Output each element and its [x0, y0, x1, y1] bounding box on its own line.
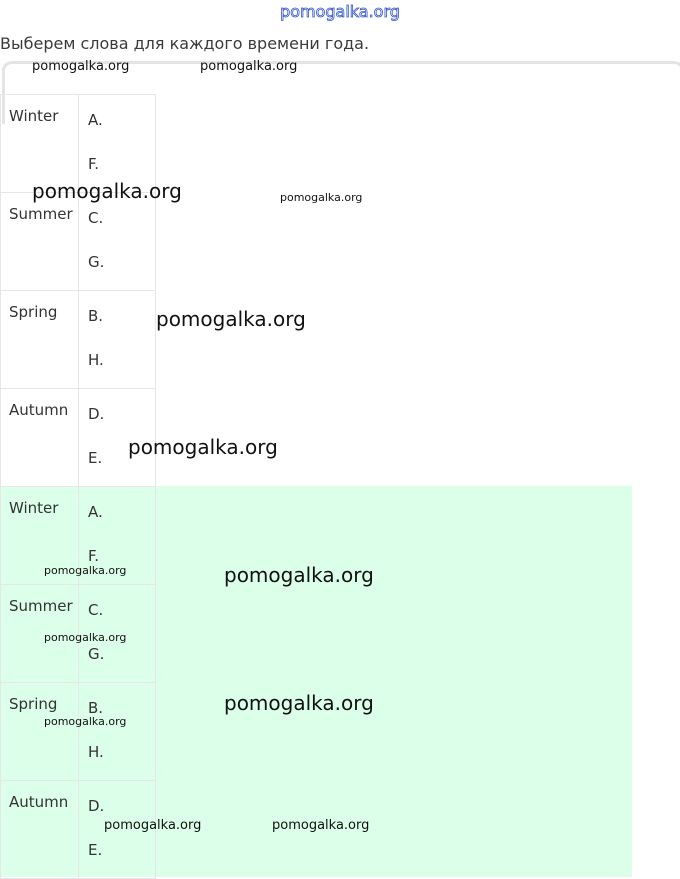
watermark: pomogalka.org — [280, 191, 363, 204]
letter-label: D. — [88, 405, 105, 423]
season-name: Summer — [9, 205, 73, 223]
letter-label: E. — [88, 449, 103, 467]
watermark: pomogalka.org — [44, 631, 127, 644]
watermark: pomogalka.org — [272, 818, 370, 833]
table-row — [1, 95, 156, 193]
letter-label: D. — [88, 797, 105, 815]
letter-label: F. — [88, 155, 99, 173]
letter-label: H. — [88, 743, 104, 761]
letter-label: E. — [88, 841, 103, 859]
watermark: pomogalka.org — [104, 818, 202, 833]
letter-label: G. — [88, 645, 105, 663]
site-logo[interactable]: pomogalka.org — [280, 2, 400, 21]
table-row — [1, 683, 156, 781]
letter-label: C. — [88, 601, 104, 619]
letter-label: B. — [88, 307, 104, 325]
seasons-table-1 — [0, 94, 156, 487]
season-name: Summer — [9, 597, 73, 615]
season-name: Winter — [9, 499, 59, 517]
letter-label: A. — [88, 503, 103, 521]
letter-label: G. — [88, 253, 105, 271]
letter-label: H. — [88, 351, 104, 369]
season-name: Autumn — [9, 401, 69, 419]
letter-label: A. — [88, 111, 103, 129]
season-name: Autumn — [9, 793, 69, 811]
table-row — [1, 291, 156, 389]
watermark: pomogalka.org — [156, 307, 306, 331]
season-name: Spring — [9, 695, 58, 713]
watermark: pomogalka.org — [44, 564, 127, 577]
watermark: pomogalka.org — [224, 563, 374, 587]
season-name: Spring — [9, 303, 58, 321]
season-name: Winter — [9, 107, 59, 125]
letter-label: B. — [88, 699, 104, 717]
watermark: pomogalka.org — [44, 715, 127, 728]
watermark: pomogalka.org — [32, 59, 130, 74]
watermark: pomogalka.org — [32, 179, 182, 203]
table-row — [1, 193, 156, 291]
letter-label: F. — [88, 547, 99, 565]
watermark: pomogalka.org — [128, 435, 278, 459]
intro-text: Выберем слова для каждого времени года. — [0, 34, 370, 53]
watermark: pomogalka.org — [224, 691, 374, 715]
watermark: pomogalka.org — [200, 59, 298, 74]
letter-label: C. — [88, 209, 104, 227]
